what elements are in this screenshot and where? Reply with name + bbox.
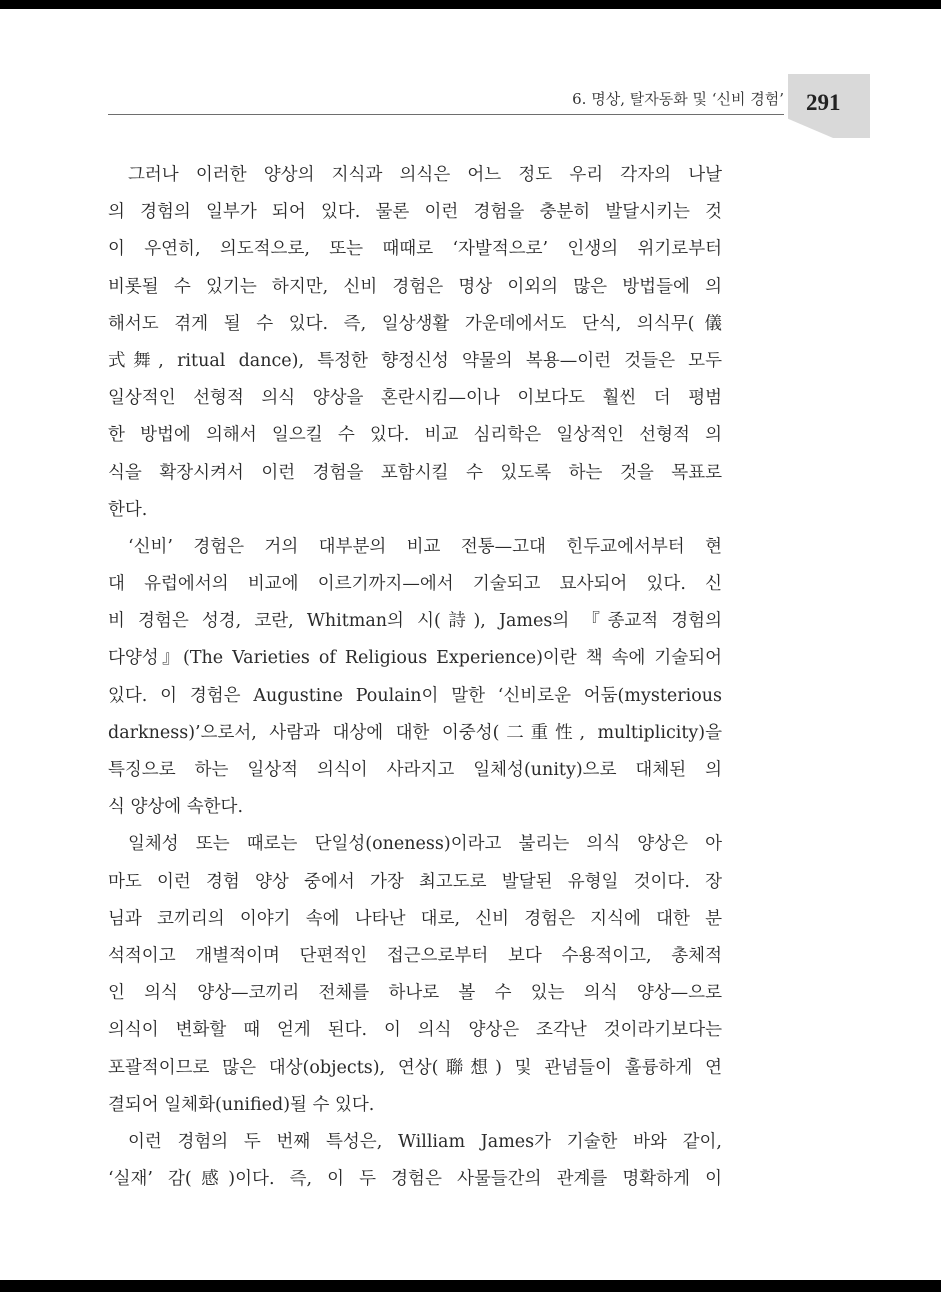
page-number: 291 bbox=[806, 90, 841, 115]
text-line: 다양성』(The Varieties of Religious Experience)이란 책 속에 기술되어 bbox=[108, 648, 722, 669]
text-line: 한다. bbox=[108, 499, 148, 520]
text-line: 그러나 이러한 양상의 지식과 의식은 어느 정도 우리 각자의 나날 bbox=[128, 165, 722, 185]
text-line: darkness)’으로서, 사람과 대상에 대한 이중성(二重性, multiplicity)을 bbox=[108, 722, 722, 743]
text-line: 의 경험의 일부가 되어 있다. 물론 이런 경험을 충분히 발달시키는 것 bbox=[108, 202, 722, 223]
body-text bbox=[108, 157, 722, 1198]
text-line: 일체성 또는 때로는 단일성(oneness)이라고 불리는 의식 양상은 아 bbox=[128, 834, 722, 855]
text-line: 式舞, ritual dance), 특정한 향정신성 약물의 복용—이런 것들은 모두 bbox=[108, 350, 722, 371]
text-line: 이 우연히, 의도적으로, 또는 때때로 ‘자발적으로’ 인생의 위기로부터 bbox=[108, 239, 722, 260]
header-rule bbox=[108, 114, 784, 115]
text-line: 이런 경험의 두 번째 특성은, William James가 기술한 바와 같이, bbox=[128, 1131, 722, 1152]
text-line: 비 경험은 성경, 코란, Whitman의 시(詩), James의 『종교적 경험의 bbox=[108, 611, 722, 632]
running-header: 6. 명상, 탈자동화 및 ‘신비 경험’ bbox=[572, 90, 784, 108]
text-line: 일상적인 선형적 의식 양상을 혼란시킴—이나 이보다도 훨씬 더 평범 bbox=[108, 388, 722, 409]
text-line: 식 양상에 속한다. bbox=[108, 797, 244, 818]
text-line: 석적이고 개별적이며 단편적인 접근으로부터 보다 수용적이고, 총체적 bbox=[108, 945, 722, 966]
text-line: 식을 확장시켜서 이런 경험을 포함시킬 수 있도록 하는 것을 목표로 bbox=[108, 462, 722, 483]
bottom-edge-bar bbox=[0, 1280, 941, 1292]
text-line: 한 방법에 의해서 일으킬 수 있다. 비교 심리학은 일상적인 선형적 의 bbox=[108, 425, 722, 446]
top-edge-bar bbox=[0, 0, 941, 9]
text-line: ‘실재’ 감(感)이다. 즉, 이 두 경험은 사물들간의 관계를 명확하게 이 bbox=[108, 1169, 722, 1190]
text-line: 비롯될 수 있기는 하지만, 신비 경험은 명상 이외의 많은 방법들에 의 bbox=[108, 276, 722, 297]
text-line: ‘신비’ 경험은 거의 대부분의 비교 전통—고대 힌두교에서부터 현 bbox=[128, 536, 722, 557]
text-line: 마도 이런 경험 양상 중에서 가장 최고도로 발달된 유형일 것이다. 장 bbox=[108, 871, 722, 892]
text-line: 님과 코끼리의 이야기 속에 나타난 대로, 신비 경험은 지식에 대한 분 bbox=[108, 908, 722, 929]
text-line: 결되어 일체화(unified)될 수 있다. bbox=[108, 1094, 375, 1115]
text-line: 인 의식 양상—코끼리 전체를 하나로 볼 수 있는 의식 양상—으로 bbox=[108, 983, 722, 1004]
text-line: 해서도 겪게 될 수 있다. 즉, 일상생활 가운데에서도 단식, 의식무(儀 bbox=[108, 313, 722, 334]
text-line: 대 유럽에서의 비교에 이르기까지—에서 기술되고 묘사되어 있다. 신 bbox=[108, 574, 722, 595]
text-line: 특징으로 하는 일상적 의식이 사라지고 일체성(unity)으로 대체된 의 bbox=[108, 760, 722, 780]
text-line: 포괄적이므로 많은 대상(objects), 연상(聯想) 및 관념들이 훌륭하게 연 bbox=[108, 1057, 722, 1078]
text-line: 의식이 변화할 때 얻게 된다. 이 의식 양상은 조각난 것이라기보다는 bbox=[108, 1020, 722, 1041]
text-line: 있다. 이 경험은 Augustine Poulain이 말한 ‘신비로운 어둠(mysterious bbox=[108, 685, 722, 706]
